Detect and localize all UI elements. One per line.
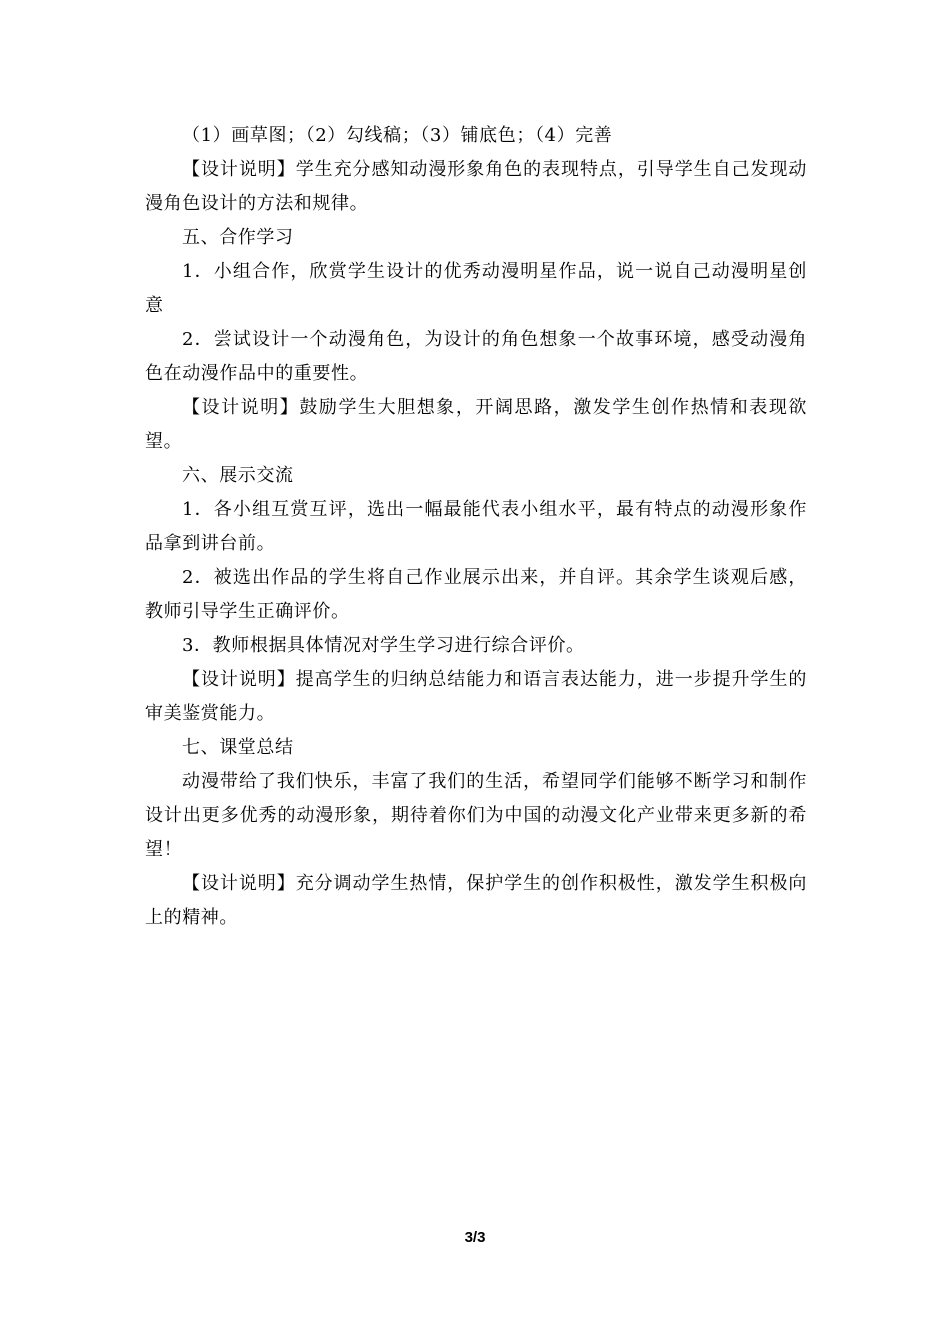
section-heading: 五、合作学习 bbox=[182, 227, 294, 248]
design-note-paragraph: 【设计说明】学生充分感知动漫形象角色的表现特点，引导学生自己发现动漫角色设计的方法和规律。 bbox=[145, 159, 807, 214]
document-body bbox=[145, 119, 807, 935]
design-note-paragraph: 【设计说明】提高学生的归纳总结能力和语言表达能力，进一步提升学生的审美鉴赏能力。 bbox=[145, 669, 807, 724]
list-item: 1．小组合作，欣赏学生设计的优秀动漫明星作品，说一说自己动漫明星创意 bbox=[145, 261, 807, 316]
page-number: 3/3 bbox=[464, 1229, 486, 1246]
list-item: 3．教师根据具体情况对学生学习进行综合评价。 bbox=[182, 635, 585, 656]
design-note-paragraph: 【设计说明】充分调动学生热情，保护学生的创作积极性，激发学生积极向上的精神。 bbox=[145, 873, 807, 928]
list-item: 2．被选出作品的学生将自己作业展示出来，并自评。其余学生谈观后感，教师引导学生正确评价。 bbox=[145, 567, 807, 622]
body-paragraph: 动漫带给了我们快乐，丰富了我们的生活，希望同学们能够不断学习和制作设计出更多优秀的动漫形象，期待着你们为中国的动漫文化产业带来更多新的希望！ bbox=[145, 771, 807, 860]
design-note-paragraph: 【设计说明】鼓励学生大胆想象，开阔思路，激发学生创作热情和表现欲望。 bbox=[145, 397, 807, 452]
list-item: 2．尝试设计一个动漫角色，为设计的角色想象一个故事环境，感受动漫角色在动漫作品中的重要性。 bbox=[145, 329, 807, 384]
list-item: 1．各小组互赏互评，选出一幅最能代表小组水平，最有特点的动漫形象作品拿到讲台前。 bbox=[145, 499, 807, 554]
section-heading: 六、展示交流 bbox=[182, 465, 294, 486]
section-heading: 七、课堂总结 bbox=[182, 737, 294, 758]
steps-paragraph: （1）画草图；（2）勾线稿；（3）铺底色；（4）完善 bbox=[182, 125, 613, 146]
